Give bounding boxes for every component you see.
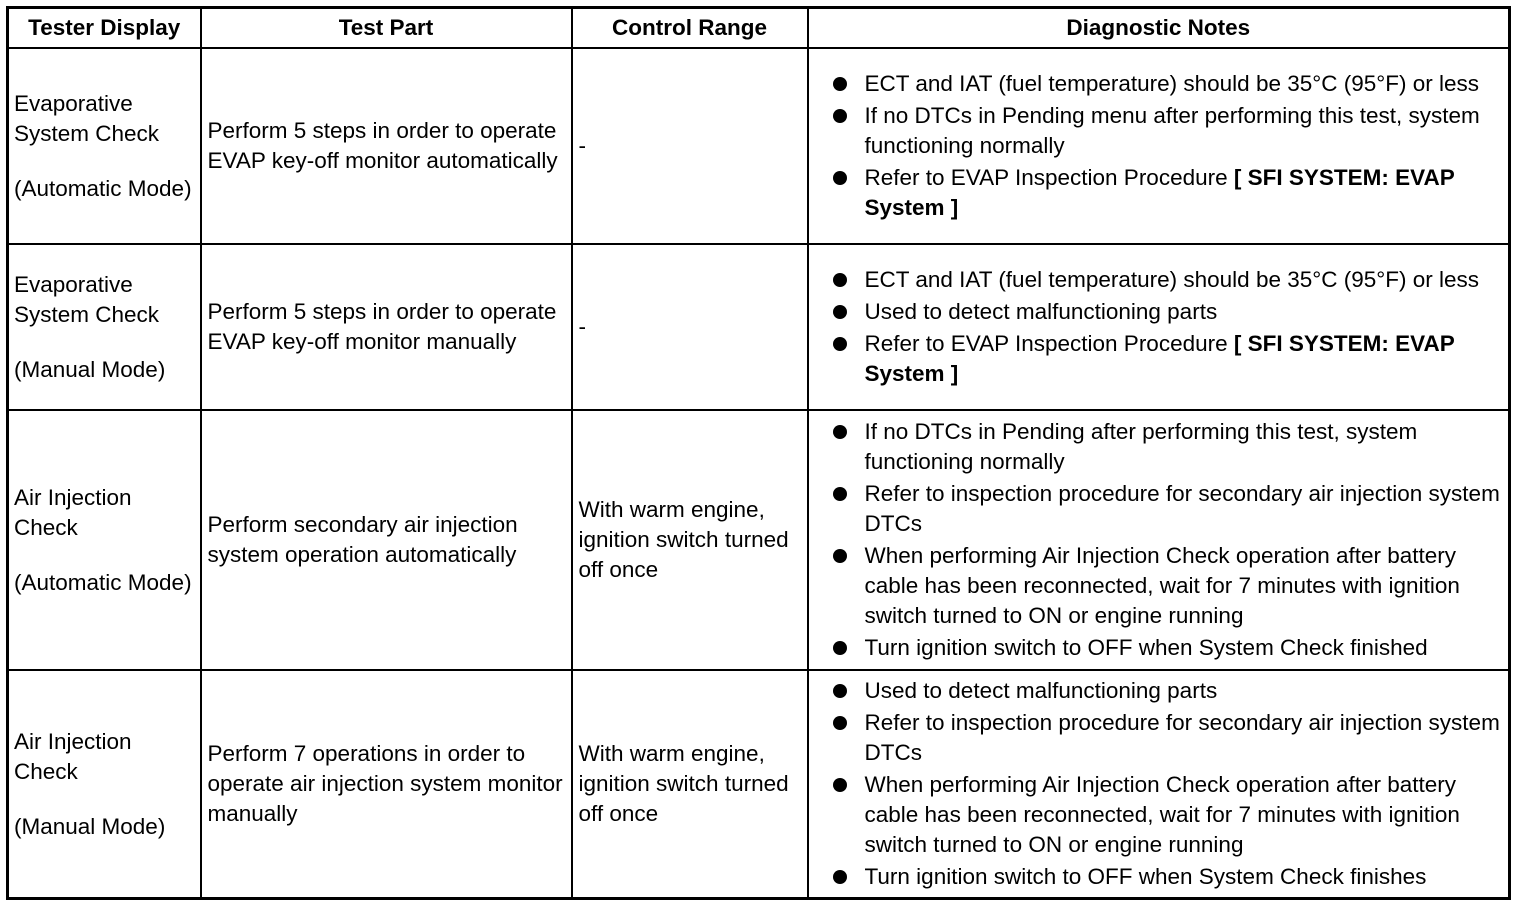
- note-text: Used to detect malfunctioning parts: [864, 678, 1218, 703]
- table-row: [8, 48, 1510, 244]
- test-part-cell: Perform 5 steps in order to operate EVAP key-off monitor manually: [201, 244, 572, 410]
- note-text: Refer to EVAP Inspection Procedure: [864, 165, 1228, 190]
- header-tester-display: Tester Display: [8, 8, 201, 49]
- tester-name: Air Injection Check: [14, 484, 132, 540]
- bullet-icon: [833, 109, 847, 123]
- control-range-cell: -: [572, 244, 808, 410]
- list-item: [833, 541, 1505, 631]
- note-text: Turn ignition switch to OFF when System Check finishes: [864, 864, 1427, 889]
- list-item: [833, 163, 1505, 223]
- list-item: [833, 770, 1505, 860]
- tester-display-cell: [8, 410, 201, 670]
- list-item: [833, 708, 1505, 768]
- list-item: [833, 297, 1505, 327]
- note-text: Turn ignition switch to OFF when System Check finished: [864, 635, 1428, 660]
- diagnostic-notes-cell: [808, 670, 1510, 899]
- control-range-cell: -: [572, 48, 808, 244]
- bullet-icon: [833, 305, 847, 319]
- diagnostic-table-page: [6, 6, 1508, 906]
- bullet-icon: [833, 77, 847, 91]
- list-item: [833, 676, 1505, 706]
- note-text: ECT and IAT (fuel temperature) should be 35°C (95°F) or less: [864, 71, 1480, 96]
- note-text: ECT and IAT (fuel temperature) should be 35°C (95°F) or less: [864, 267, 1480, 292]
- note-text: Refer to inspection procedure for secondary air injection system DTCs: [864, 481, 1500, 536]
- list-item: [833, 265, 1505, 295]
- bullet-icon: [833, 641, 847, 655]
- header-diagnostic-notes: Diagnostic Notes: [808, 8, 1510, 49]
- table-row: [8, 670, 1510, 899]
- tester-name: Evaporative System Check: [14, 271, 160, 327]
- table-row: [8, 244, 1510, 410]
- procedure-reference-link[interactable]: [ SFI SYSTEM: EVAP System ]: [864, 165, 1455, 220]
- bullet-icon: [833, 716, 847, 730]
- procedure-reference-link[interactable]: [ SFI SYSTEM: EVAP System ]: [864, 331, 1455, 386]
- tester-mode: (Manual Mode): [14, 356, 166, 382]
- bullet-icon: [833, 487, 847, 501]
- test-part-cell: Perform secondary air injection system operation automatically: [201, 410, 572, 670]
- control-range-cell: With warm engine, ignition switch turned off once: [572, 410, 808, 670]
- list-item: [833, 633, 1505, 663]
- notes-list: [833, 69, 1505, 223]
- list-item: [833, 417, 1505, 477]
- tester-display-cell: [8, 244, 201, 410]
- note-text: If no DTCs in Pending after performing this test, system functioning normally: [864, 419, 1418, 474]
- header-row: [8, 8, 1510, 49]
- list-item: [833, 101, 1505, 161]
- tester-name: Evaporative System Check: [14, 90, 160, 146]
- test-part-cell: Perform 7 operations in order to operate air injection system monitor manually: [201, 670, 572, 899]
- diagnostic-notes-cell: [808, 410, 1510, 670]
- list-item: [833, 862, 1505, 892]
- diagnostic-table: [6, 6, 1511, 900]
- tester-mode: (Automatic Mode): [14, 569, 192, 595]
- bullet-icon: [833, 337, 847, 351]
- tester-display-cell: [8, 48, 201, 244]
- bullet-icon: [833, 870, 847, 884]
- bullet-icon: [833, 684, 847, 698]
- note-text: Refer to EVAP Inspection Procedure: [864, 331, 1228, 356]
- header-control-range: Control Range: [572, 8, 808, 49]
- notes-list: [833, 417, 1505, 663]
- note-text: Used to detect malfunctioning parts: [864, 299, 1218, 324]
- list-item: [833, 479, 1505, 539]
- bullet-icon: [833, 549, 847, 563]
- bullet-icon: [833, 425, 847, 439]
- note-text: Refer to inspection procedure for secondary air injection system DTCs: [864, 710, 1500, 765]
- note-text: When performing Air Injection Check operation after battery cable has been reconnected, wait for 7 minutes with ignition switch turned to ON or engine running: [864, 543, 1460, 628]
- tester-display-cell: [8, 670, 201, 899]
- control-range-cell: With warm engine, ignition switch turned off once: [572, 670, 808, 899]
- bullet-icon: [833, 273, 847, 287]
- diagnostic-notes-cell: [808, 48, 1510, 244]
- note-text: When performing Air Injection Check operation after battery cable has been reconnected, wait for 7 minutes with ignition switch turned to ON or engine running: [864, 772, 1460, 857]
- tester-mode: (Automatic Mode): [14, 175, 192, 201]
- bullet-icon: [833, 171, 847, 185]
- notes-list: [833, 265, 1505, 389]
- tester-mode: (Manual Mode): [14, 813, 166, 839]
- diagnostic-notes-cell: [808, 244, 1510, 410]
- header-test-part: Test Part: [201, 8, 572, 49]
- list-item: [833, 329, 1505, 389]
- list-item: [833, 69, 1505, 99]
- note-text: If no DTCs in Pending menu after performing this test, system functioning normally: [864, 103, 1480, 158]
- bullet-icon: [833, 778, 847, 792]
- test-part-cell: Perform 5 steps in order to operate EVAP key-off monitor automatically: [201, 48, 572, 244]
- tester-name: Air Injection Check: [14, 728, 132, 784]
- notes-list: [833, 676, 1505, 892]
- table-row: [8, 410, 1510, 670]
